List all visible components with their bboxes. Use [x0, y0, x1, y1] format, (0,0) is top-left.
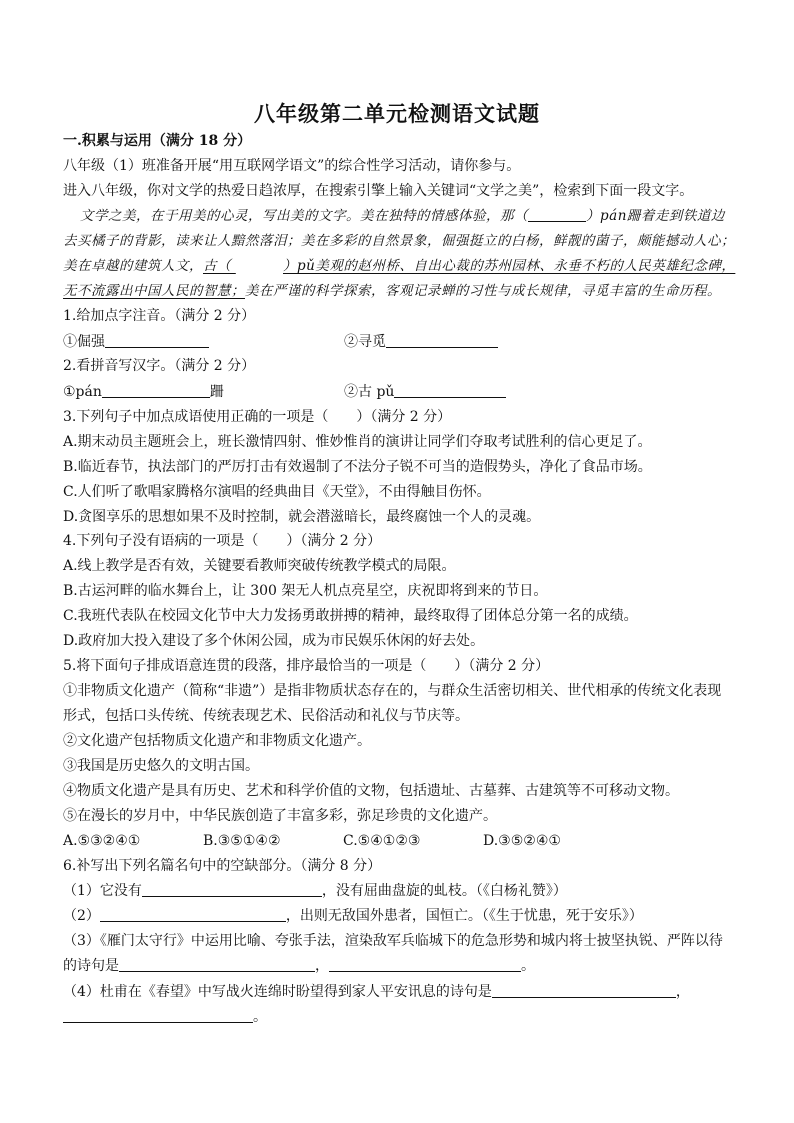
q6-text: （4）杜甫在《春望》中写战火连绵时盼望得到家人平安讯息的诗句是 [63, 984, 492, 1000]
q2-item-b: ②古 pǔ [344, 384, 395, 400]
q5-sentence: ②文化遗产包括物质文化遗产和非物质文化遗产。 [63, 733, 371, 749]
q1-item-a: ①倔强 [63, 334, 105, 350]
q4-option: A.线上教学是否有效，关键要看教师突破传统教学模式的局限。 [63, 558, 456, 574]
q2-item-b-wrap [344, 383, 506, 401]
question-4: 4.下列句子没有语病的一项是（ ）（满分 2 分） [63, 533, 382, 549]
q5-sentence: 形式，包括口头传统、传统表现艺术、民俗活动和礼仪与节庆等。 [63, 708, 469, 724]
passage-line [63, 257, 743, 275]
answer-blank[interactable] [386, 333, 498, 348]
question-2: 2.看拼音写汉字。（满分 2 分） [63, 358, 256, 374]
q6-item-2 [63, 907, 743, 925]
answer-blank[interactable] [63, 1008, 253, 1023]
q6-item-3: （3）《雁门太守行》中运用比喻、夸张手法，渲染敌军兵临城下的危急形势和城内将士披坚执锐、严阵以待 [63, 933, 723, 949]
passage-blank[interactable] [231, 257, 283, 275]
question-6: 6.补写出下列名篇名句中的空缺部分。（满分 8 分） [63, 858, 382, 874]
q3-option: B.临近春节，执法部门的严厉打击有效遏制了不法分子锐不可当的造假势头，净化了食品市场。 [63, 459, 652, 475]
passage-blank[interactable] [528, 207, 586, 222]
answer-blank[interactable] [119, 957, 315, 972]
q5-option-d: D.③⑤②④① [483, 833, 561, 849]
q6-text: ，没有屈曲盘旋的虬枝。（《白杨礼赞》） [321, 883, 567, 899]
passage-line [80, 207, 760, 225]
question-1: 1.给加点字注音。（满分 2 分） [63, 308, 256, 324]
q6-text: ， [315, 958, 329, 974]
q3-option: D.贪图享乐的思想如果不及时控制，就会潜滋暗长，最终腐蚀一个人的灵魂。 [63, 509, 541, 525]
q5-sentence: ⑤在漫长的岁月中，中华民族创造了丰富多彩，弥足珍贵的文化遗产。 [63, 808, 497, 824]
q6-text: ， [675, 984, 690, 1000]
q6-text: ，出则无敌国外患者，国恒亡。（《生于忧患，死于安乐》） [285, 908, 643, 924]
q6-item-4 [63, 983, 743, 1001]
answer-blank[interactable] [329, 957, 521, 972]
q5-option-a: A.⑤③②④① [63, 833, 141, 849]
intro-text: 八年级（1）班准备开展“用互联网学语文”的综合性学习活动，请你参与。 [63, 158, 521, 174]
q5-option-b: B.③⑤①④② [203, 833, 281, 849]
q5-sentence: ③我国是历史悠久的文明古国。 [63, 758, 259, 774]
passage-line [63, 282, 743, 300]
q6-text: 。 [521, 958, 535, 974]
q1-item-b: ②寻觅 [344, 334, 386, 350]
answer-blank[interactable] [492, 983, 676, 998]
q5-sentence: ④物质文化遗产是具有历史、艺术和科学价值的文物，包括遗址、古墓葬、古建筑等不可移动文物。 [63, 783, 679, 799]
intro-text: 进入八年级，你对文学的热爱日趋浓厚，在搜索引擎上输入关键词“文学之美”，检索到下面一段文字。 [63, 183, 694, 199]
answer-blank[interactable] [105, 333, 209, 348]
q6-text: （2） [63, 908, 100, 924]
answer-blank[interactable] [394, 383, 506, 398]
passage-text: 美在卓越的建筑人文， [63, 258, 203, 274]
q3-option: A.期末动员主题班会上，班长激情四射、惟妙惟肖的演讲让同学们夺取考试胜利的信心更足了。 [63, 434, 652, 450]
q1-item-b-wrap [344, 333, 498, 351]
question-5: 5.将下面句子排成语意连贯的段落，排序最恰当的一项是（ ）（满分 2 分） [63, 658, 550, 674]
passage-text: 美在严谨的科学探索，客观记录蝉的习性与成长规律，寻觅丰富的生命历程。 [245, 283, 721, 299]
answer-blank[interactable] [142, 882, 322, 897]
q2-item-a: ①pán [63, 384, 102, 400]
q6-text: （1）它没有 [63, 883, 142, 899]
answer-blank[interactable] [102, 383, 210, 398]
q4-option: B.古运河畔的临水舞台上，让 300 架无人机点亮星空，庆祝即将到来的节日。 [63, 583, 548, 599]
underlined-text: 古（ [203, 258, 231, 274]
q5-sentence: ①非物质文化遗产（简称“非遗”）是指非物质状态存在的，与群众生活密切相关、世代相承的传统文化表现 [63, 683, 722, 699]
passage-text: 文学之美，在于用美的心灵，写出美的文字。美在独特的情感体验，那（ [80, 208, 528, 224]
section-heading: 一.积累与运用（满分 18 分） [63, 133, 252, 149]
underlined-text: ）pǔ美观的赵州桥、自出心裁的苏州园林、永垂不朽的人民英雄纪念碑， [283, 258, 736, 274]
q3-option: C.人们听了歌唱家腾格尔演唱的经典曲目《天堂》，不由得触目伤怀。 [63, 484, 491, 500]
q6-item-4-cont [63, 1008, 743, 1026]
q6-text: 的诗句是 [63, 958, 119, 974]
page-title: 八年级第二单元检测语文试题 [254, 101, 540, 126]
answer-blank[interactable] [100, 907, 286, 922]
passage-line: 去买橘子的背影，读来让人黯然落泪；美在多彩的自然景象，倔强挺立的白杨，鲜靓的菌子，颇能撼动人心； [63, 233, 735, 249]
underlined-text: 无不流露出中国人民的智慧； [63, 283, 245, 299]
question-1-items [63, 333, 743, 351]
q4-option: D.政府加大投入建设了多个休闲公园，成为市民娱乐休闲的好去处。 [63, 633, 485, 649]
q5-option-c: C.⑤④①②③ [343, 833, 421, 849]
question-3: 3.下列句子中加点成语使用正确的一项是（ ）（满分 2 分） [63, 409, 452, 425]
q6-text: 。 [253, 1009, 267, 1025]
passage-text: ）pán跚着走到铁道边 [586, 208, 725, 224]
q6-item-1 [63, 882, 743, 900]
q6-item-3-cont [63, 957, 743, 975]
q2-item-a-char: 跚 [209, 384, 224, 400]
q4-option: C.我班代表队在校园文化节中大力发扬勇敢拼搏的精神，最终取得了团体总分第一名的成绩。 [63, 608, 638, 624]
question-2-items [63, 383, 743, 401]
